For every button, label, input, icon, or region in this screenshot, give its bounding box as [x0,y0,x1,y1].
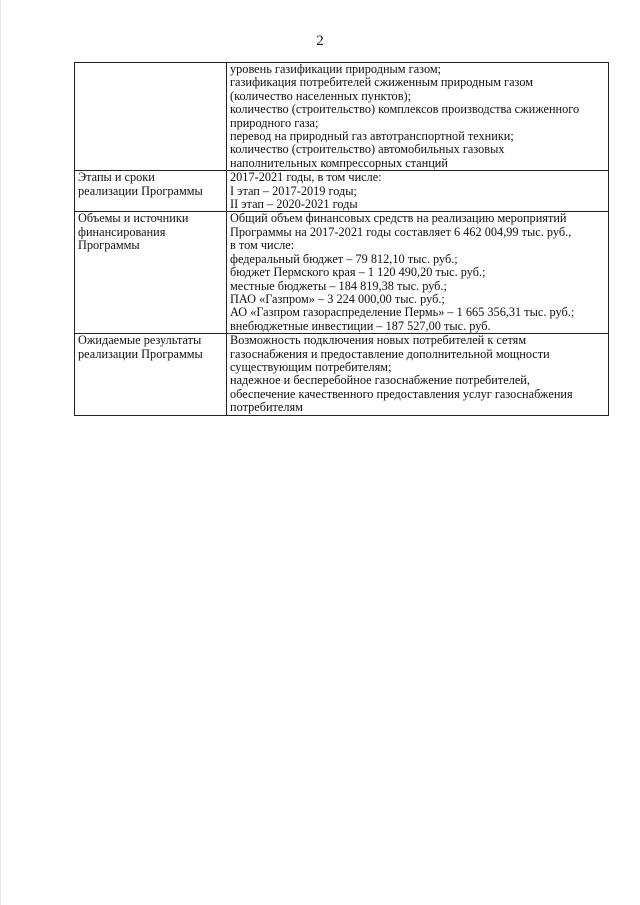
row-content-line: надежное и бесперебойное газоснабжение потребителей, [230,373,530,388]
row-content-line: (количество населенных пунктов); [230,88,412,103]
row-label-cell [75,63,227,171]
table-row [75,63,609,171]
row-content-cell [227,334,609,415]
row-label-cell [75,334,227,415]
table-row [75,334,609,415]
row-label-line: Ожидаемые результаты [78,333,202,348]
row-label-line: Объемы и источники [78,211,189,226]
row-content-line: потребителям [230,400,303,415]
row-content-line: Общий объем финансовых средств на реализацию мероприятий [230,211,567,226]
row-content-line: количество (строительство) автомобильных газовых [230,142,505,157]
row-content-line: Возможность подключения новых потребителей к сетям [230,333,527,348]
row-content-line: перевод на природный газ автотранспортной техники; [230,129,514,144]
row-label-line: реализации Программы [78,183,203,198]
passport-table-body [75,63,609,416]
row-label-cell [75,171,227,212]
row-label-line: финансирования [78,224,166,239]
row-content-line: I этап – 2017-2019 годы; [230,183,357,198]
row-label-line: Этапы и сроки [78,170,155,185]
page-number: 2 [316,33,324,49]
row-content-line: федеральный бюджет – 79 812,10 тыс. руб.; [230,251,458,266]
program-passport-table [74,62,609,416]
row-content-cell [227,171,609,212]
row-content-line: в том числе: [230,238,295,253]
table-row [75,212,609,334]
row-label-line: Программы [78,238,140,253]
row-content-line: природного газа; [230,115,319,130]
row-content-line: бюджет Пермского края – 1 120 490,20 тыс. руб.; [230,265,486,280]
row-content-line: газификация потребителей сжиженным природным газом [230,75,534,90]
row-content-line: Программы на 2017-2021 годы составляет 6 462 004,99 тыс. руб., [230,224,572,239]
row-content-line: газоснабжения и предоставление дополнительной мощности [230,346,550,361]
table-row [75,171,609,212]
row-content-line: ПАО «Газпром» – 3 224 000,00 тыс. руб.; [230,291,445,306]
row-content-line: уровень газификации природным газом; [230,62,442,76]
row-content-line: наполнительных компрессорных станций [230,155,448,170]
row-content-line: местные бюджеты – 184 819,38 тыс. руб.; [230,278,447,293]
row-content-line: существующим потребителям; [230,359,392,374]
row-label-line: реализации Программы [78,346,203,361]
row-content-line: обеспечение качественного предоставления услуг газоснабжения [230,386,573,401]
row-content-line: II этап – 2020-2021 годы [230,197,358,212]
row-content-line: количество (строительство) комплексов производства сжиженного [230,102,580,117]
row-content-cell [227,63,609,171]
row-content-cell [227,212,609,334]
row-content-line: внебюджетные инвестиции – 187 527,00 тыс. руб. [230,318,491,333]
scan-edge-line [0,0,1,905]
row-content-line: 2017-2021 годы, в том числе: [230,170,382,185]
row-label-cell [75,212,227,334]
row-content-line: АО «Газпром газораспределение Пермь» – 1 665 356,31 тыс. руб.; [230,305,575,320]
